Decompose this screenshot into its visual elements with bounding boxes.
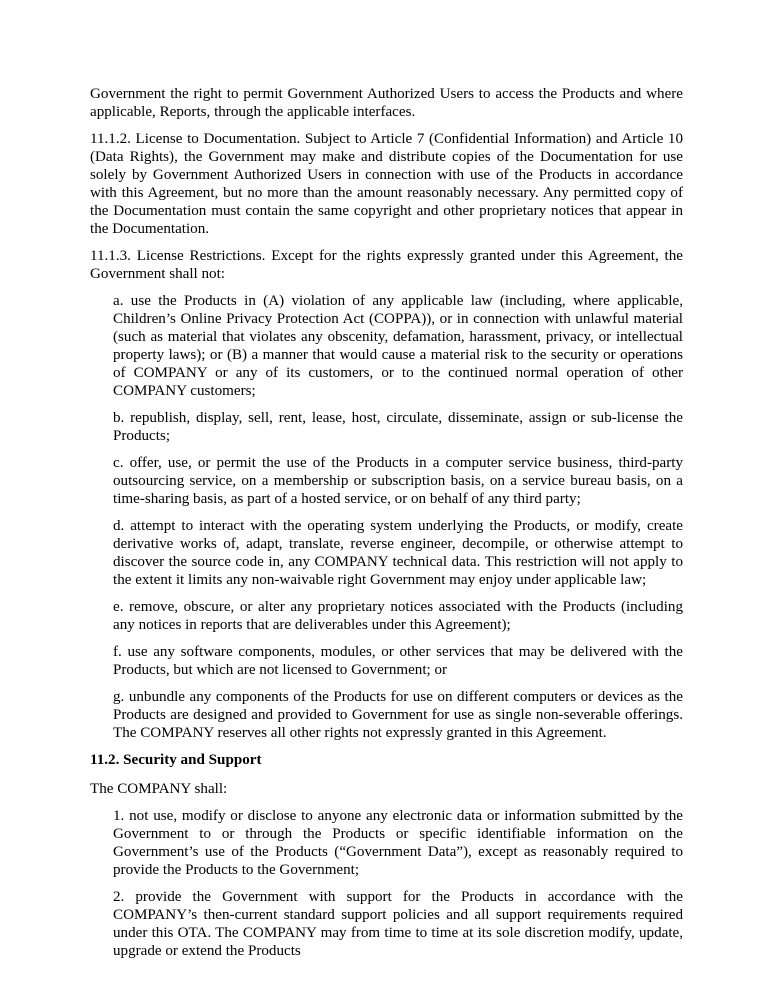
clause-g: g. unbundle any components of the Products for use on different computers or devices as the Products are designed and provided to Government for use as single non-severable offerings. The COMPANY reserves all other rights not expressly granted in this Agreement. <box>113 689 683 741</box>
clause-a: a. use the Products in (A) violation of any applicable law (including, where applicable, Children’s Online Privacy Protection Act (COPPA)), or in connection with unlawful material (such as material that violates any obscenity, defamation, harassment, privacy, or intellectual property laws); or (B) a manner that would cause a material risk to the security or operations of COMPANY or any of its customers, or to the continued normal operation of other COMPANY customers; <box>113 293 683 399</box>
paragraph-11-1-2: 11.1.2. License to Documentation. Subject to Article 7 (Confidential Information) and Article 10 (Data Rights), the Government may make and distribute copies of the Documentation for use solely by Government Authorized Users in connection with use of the Products in accordance with this Agreement, but no more than the amount reasonably necessary. Any permitted copy of the Documentation must contain the same copyright and other proprietary notices that appear in the Documentation. <box>90 131 683 237</box>
clause-f: f. use any software components, modules, or other services that may be delivered with the Products, but which are not licensed to Government; or <box>113 644 683 678</box>
paragraph-11-1-3: 11.1.3. License Restrictions. Except for the rights expressly granted under this Agreement, the Government shall not: <box>90 248 683 282</box>
clause-d: d. attempt to interact with the operating system underlying the Products, or modify, create derivative works of, adapt, translate, reverse engineer, decompile, or otherwise attempt to discover the source code in, any COMPANY technical data. This restriction will not apply to the extent it limits any non-waivable right Government may enjoy under applicable law; <box>113 518 683 588</box>
clause-1: 1. not use, modify or disclose to anyone any electronic data or information submitted by the Government to or through the Products or specific identifiable information on the Government’s use of the Products (“Government Data”), except as reasonably required to provide the Products to the Government; <box>113 808 683 878</box>
clause-c: c. offer, use, or permit the use of the Products in a computer service business, third-party outsourcing service, on a membership or subscription basis, on a service bureau basis, on a time-sharing basis, as part of a hosted service, or on behalf of any third party; <box>113 455 683 507</box>
document-text-block <box>90 85 683 969</box>
paragraph-continuation: Government the right to permit Government Authorized Users to access the Products and where applicable, Reports, through the applicable interfaces. <box>90 86 683 120</box>
clause-2: 2. provide the Government with support for the Products in accordance with the COMPANY’s then-current standard support policies and all support requirements required under this OTA. The COMPANY may from time to time at its sole discretion modify, update, upgrade or extend the Products <box>113 889 683 959</box>
clause-b: b. republish, display, sell, rent, lease, host, circulate, disseminate, assign or sub-license the Products; <box>113 410 683 444</box>
paragraph-company-shall: The COMPANY shall: <box>90 781 228 797</box>
clause-e: e. remove, obscure, or alter any proprietary notices associated with the Products (including any notices in reports that are deliverables under this Agreement); <box>113 599 683 633</box>
section-heading-11-2: 11.2. Security and Support <box>90 752 262 768</box>
